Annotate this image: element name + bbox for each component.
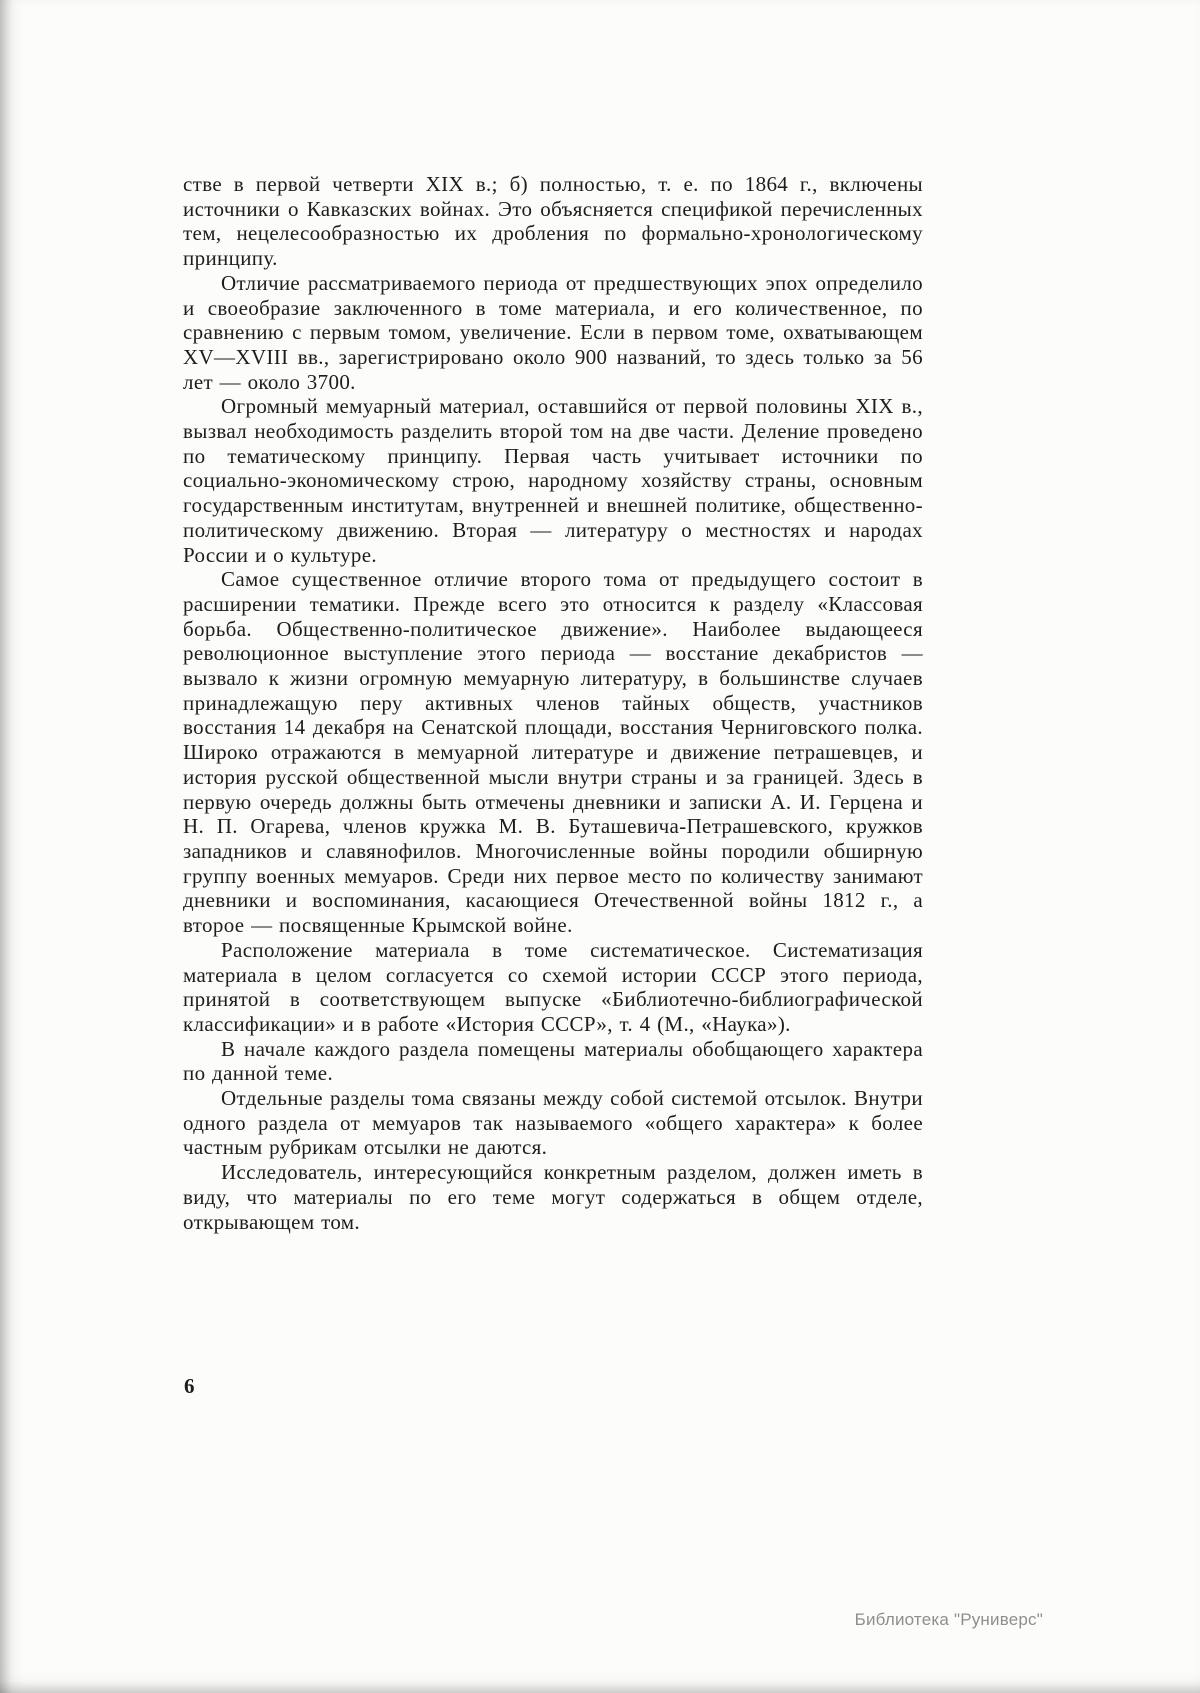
paragraph: В начале каждого раздела помещены материалы обобщающего характера по данной теме. bbox=[183, 1036, 923, 1086]
paragraph: Огромный мемуарный материал, оставшийся от первой половины XIX в., вызвал необходимость разделить второй том на две части. Деление проведено по тематическому принципу. Первая часть учитывает источники по социально-экономическому строю, народному хозяйству страны, основным государственным институтам, внутренней и внешней политике, общественно-политическому движению. Вторая — литературу о местностях и народах России и о культуре. bbox=[183, 394, 923, 567]
paragraph: Отдельные разделы тома связаны между собой системой отсылок. Внутри одного раздела от мемуаров так называемого «общего характера» к более частным рубрикам отсылки не даются. bbox=[183, 1086, 923, 1160]
library-watermark: Библиотека "Руниверс" bbox=[854, 1610, 1043, 1629]
paragraph: стве в первой четверти XIX в.; б) полностью, т. е. по 1864 г., включены источники о Кавказских войнах. Это объясняется спецификой перечисленных тем, нецелесообразностью их дробления по формально-хронологическому принципу. bbox=[183, 172, 923, 271]
paragraph: Расположение материала в томе систематическое. Систематизация материала в целом согласуется со схемой истории СССР этого периода, принятой в соответствующем выпуске «Библиотечно-библиографической классификации» и в работе «История СССР», т. 4 (М., «Наука»). bbox=[183, 937, 923, 1036]
body-text bbox=[183, 172, 923, 1234]
paragraph: Самое существенное отличие второго тома от предыдущего состоит в расширении тематики. Прежде всего это относится к разделу «Классовая борьба. Общественно-политическое движение». Наиболее выдающееся революционное выступление этого периода — восстание декабристов — вызвало к жизни огромную мемуарную литературу, в большинстве случаев принадлежащую перу активных членов тайных обществ, участников восстания 14 декабря на Сенатской площади, восстания Черниговского полка. Широко отражаются в мемуарной литературе и движение петрашевцев, и история русской общественной мысли внутри страны и за границей. Здесь в первую очередь должны быть отмечены дневники и записки А. И. Герцена и Н. П. Огарева, членов кружка М. В. Буташевича-Петрашевского, кружков западников и славянофилов. Многочисленные войны породили обширную группу военных мемуаров. Среди них первое место по количеству занимают дневники и воспоминания, касающиеся Отечественной войны 1812 г., а второе — посвященные Крымской войне. bbox=[183, 567, 923, 938]
paragraph: Отличие рассматриваемого периода от предшествующих эпох определило и своеобразие заключенного в томе материала, и его количественное, по сравнению с первым томом, увеличение. Если в первом томе, охватывающем XV—XVIII вв., зарегистрировано около 900 названий, то здесь только за 56 лет — около 3700. bbox=[183, 270, 923, 394]
paragraph: Исследователь, интересующийся конкретным разделом, должен иметь в виду, что материалы по его теме могут содержаться в общем отделе, открывающем том. bbox=[183, 1160, 923, 1234]
page-number: 6 bbox=[184, 1374, 195, 1398]
